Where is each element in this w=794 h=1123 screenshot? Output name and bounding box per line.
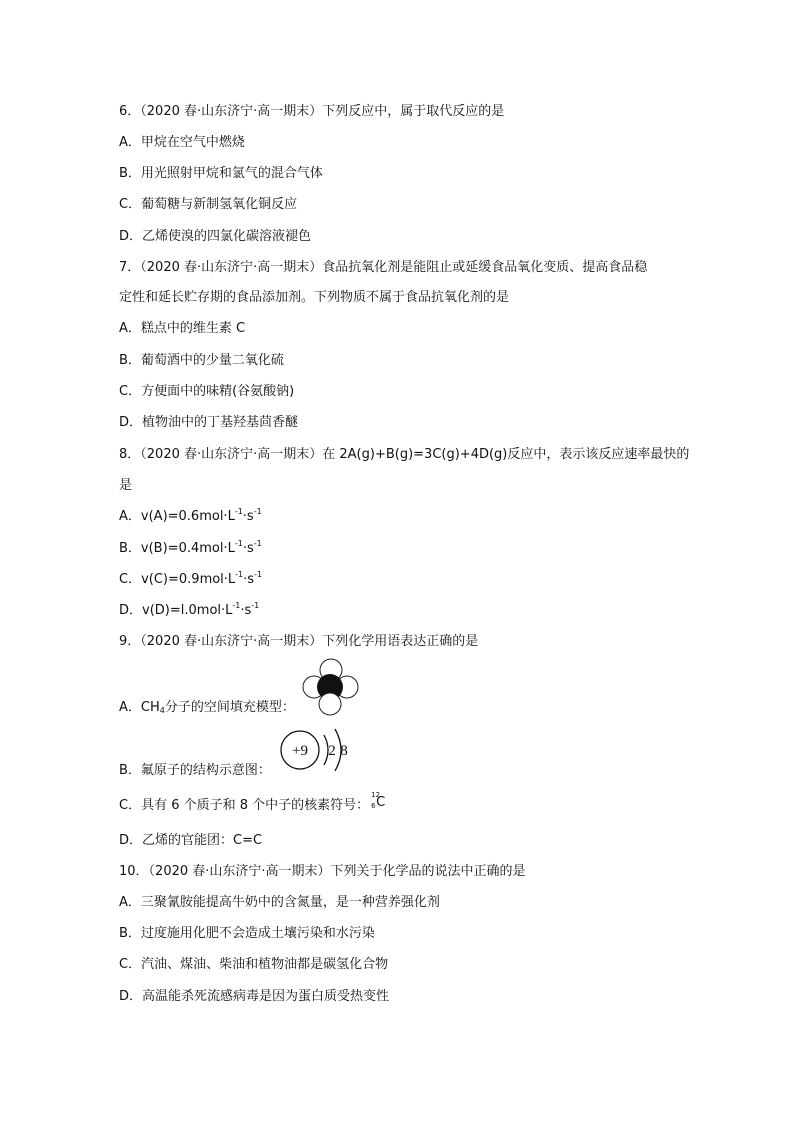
element-symbol: C — [376, 795, 386, 810]
shell-1-electron-count: 2 — [328, 743, 336, 759]
question-9-option-d — [119, 832, 262, 850]
option-text: 高温能杀死流感病毒是因为蛋白质受热变性 — [142, 989, 390, 1004]
question-7-option-d — [119, 414, 298, 432]
option-text: v(A)=0.6 — [140, 509, 200, 524]
option-text: 植物油中的丁基羟基茴香醚 — [142, 415, 299, 430]
option-text: 过度施用化肥不会造成土壤污染和水污染 — [140, 926, 375, 941]
rate-unit: mol·L — [196, 603, 233, 618]
option-text: 氟原子的结构示意图： — [140, 763, 271, 778]
unit-exponent: -1 — [251, 601, 260, 610]
formula-subscript: 4 — [159, 706, 165, 715]
option-letter: C． — [119, 572, 142, 587]
rate-unit: mol·L — [199, 509, 235, 524]
rate-unit-seconds: ·s — [242, 509, 254, 524]
question-10-option-d — [119, 988, 389, 1006]
option-letter: B． — [119, 166, 141, 181]
option-letter: D． — [119, 603, 143, 618]
question-6-option-c — [119, 196, 297, 214]
question-source-tag: （2020 春·山东济宁·高一期末） — [140, 447, 323, 462]
formula-ch: CH — [140, 700, 160, 715]
question-number: 6． — [119, 104, 141, 119]
option-letter: C． — [119, 197, 142, 212]
question-8-option-c — [119, 571, 262, 589]
question-7-stem-continued: 定性和延长贮存期的食品添加剂。下列物质不属于食品抗氧化剂的是 — [119, 290, 510, 305]
option-letter: A． — [119, 321, 141, 336]
question-9-option-a — [119, 699, 295, 717]
option-letter: A． — [119, 135, 141, 150]
nuclide-symbol — [371, 791, 386, 811]
rate-unit-seconds: ·s — [240, 603, 252, 618]
question-number: 10． — [119, 864, 149, 879]
unit-exponent: -1 — [253, 507, 262, 516]
option-text: v(B)=0.4 — [140, 541, 200, 556]
option-text: 方便面中的味精(谷氨酸钠) — [141, 384, 295, 399]
question-number: 9． — [119, 634, 141, 649]
question-number: 7． — [119, 260, 141, 275]
question-source-tag: （2020 春·山东济宁·高一期末） — [140, 104, 323, 119]
option-text: 用光照射甲烷和氯气的混合气体 — [140, 166, 323, 181]
option-letter: D． — [119, 833, 143, 848]
option-text: 具有 6 个质子和 8 个中子的核素符号： — [141, 798, 370, 813]
shell-2-electron-count: 8 — [340, 743, 348, 759]
rate-unit: mol·L — [199, 541, 235, 556]
question-7-stem — [119, 259, 647, 277]
question-7-option-b — [119, 352, 284, 370]
option-letter: C． — [119, 798, 142, 813]
question-7-option-c — [119, 383, 294, 401]
option-letter: B． — [119, 541, 141, 556]
option-text: 分子的空间填充模型： — [164, 700, 295, 715]
question-6-stem — [119, 103, 504, 121]
option-text: v(D)=l.0 — [142, 603, 197, 618]
unit-exponent: -1 — [235, 570, 244, 579]
question-stem-text: 下列化学用语表达正确的是 — [322, 634, 479, 649]
question-number: 8． — [119, 447, 141, 462]
question-8-stem — [119, 446, 689, 464]
question-8-option-d — [119, 602, 259, 620]
option-text: 三聚氰胺能提高牛奶中的含氮量，是一种营养强化剂 — [140, 895, 440, 910]
unit-exponent: -1 — [254, 570, 263, 579]
unit-exponent: -1 — [234, 507, 243, 516]
option-text: 糕点中的维生素 C — [140, 321, 246, 336]
mass-number: 12 — [371, 791, 381, 799]
question-6-option-d — [119, 228, 311, 246]
option-letter: D． — [119, 989, 143, 1004]
question-10-stem — [119, 863, 526, 881]
question-7-option-a — [119, 320, 245, 338]
question-10-option-b — [119, 925, 375, 943]
question-8-option-b — [119, 540, 262, 558]
question-9-option-c — [119, 791, 386, 815]
question-8-stem-continued: 是 — [119, 478, 133, 493]
methane-space-filling-model — [300, 658, 360, 716]
option-text: 乙烯的官能团：C=C — [142, 833, 263, 848]
option-letter: B． — [119, 353, 141, 368]
question-6-option-b — [119, 165, 323, 183]
option-letter: A． — [119, 895, 141, 910]
option-letter: D． — [119, 229, 143, 244]
question-stem-text: 食品抗氧化剂是能阻止或延缓食品氧化变质、提高食品稳 — [322, 260, 648, 275]
question-stem-text: 下列关于化学品的说法中正确的是 — [330, 864, 526, 879]
option-text: 乙烯使溴的四氯化碳溶液褪色 — [142, 229, 312, 244]
nucleus-charge-label: +9 — [292, 743, 308, 759]
option-letter: D． — [119, 415, 143, 430]
fluorine-atom-structure-diagram — [280, 727, 360, 777]
option-letter: B． — [119, 763, 141, 778]
rate-unit-seconds: ·s — [243, 572, 255, 587]
question-9-stem — [119, 633, 478, 651]
option-letter: C． — [119, 957, 142, 972]
option-text: v(C)=0.9 — [141, 572, 200, 587]
question-source-tag: （2020 春·山东济宁·高一期末） — [140, 260, 323, 275]
question-stem-text: 在 2A(g)+B(g)=3C(g)+4D(g)反应中，表示该反应速率最快的 — [322, 447, 690, 462]
option-letter: A． — [119, 509, 141, 524]
option-letter: C． — [119, 384, 142, 399]
question-8-option-a — [119, 508, 262, 526]
question-stem-text: 下列反应中，属于取代反应的是 — [322, 104, 505, 119]
question-6-option-a — [119, 134, 245, 152]
option-text: 甲烷在空气中燃烧 — [140, 135, 245, 150]
unit-exponent: -1 — [234, 539, 243, 548]
atomic-number: 6 — [371, 802, 376, 810]
question-9-option-b — [119, 762, 271, 780]
rate-unit-seconds: ·s — [242, 541, 254, 556]
question-source-tag: （2020 春·山东济宁·高一期末） — [148, 864, 331, 879]
question-10-option-a — [119, 894, 440, 912]
unit-exponent: -1 — [253, 539, 262, 548]
option-letter: A． — [119, 700, 141, 715]
option-text: 汽油、煤油、柴油和植物油都是碳氢化合物 — [141, 957, 389, 972]
option-text: 葡萄酒中的少量二氧化硫 — [140, 353, 284, 368]
option-letter: B． — [119, 926, 141, 941]
question-source-tag: （2020 春·山东济宁·高一期末） — [140, 634, 323, 649]
question-10-option-c — [119, 956, 388, 974]
option-text: 葡萄糖与新制氢氧化铜反应 — [141, 197, 298, 212]
unit-exponent: -1 — [232, 601, 241, 610]
rate-unit: mol·L — [199, 572, 236, 587]
